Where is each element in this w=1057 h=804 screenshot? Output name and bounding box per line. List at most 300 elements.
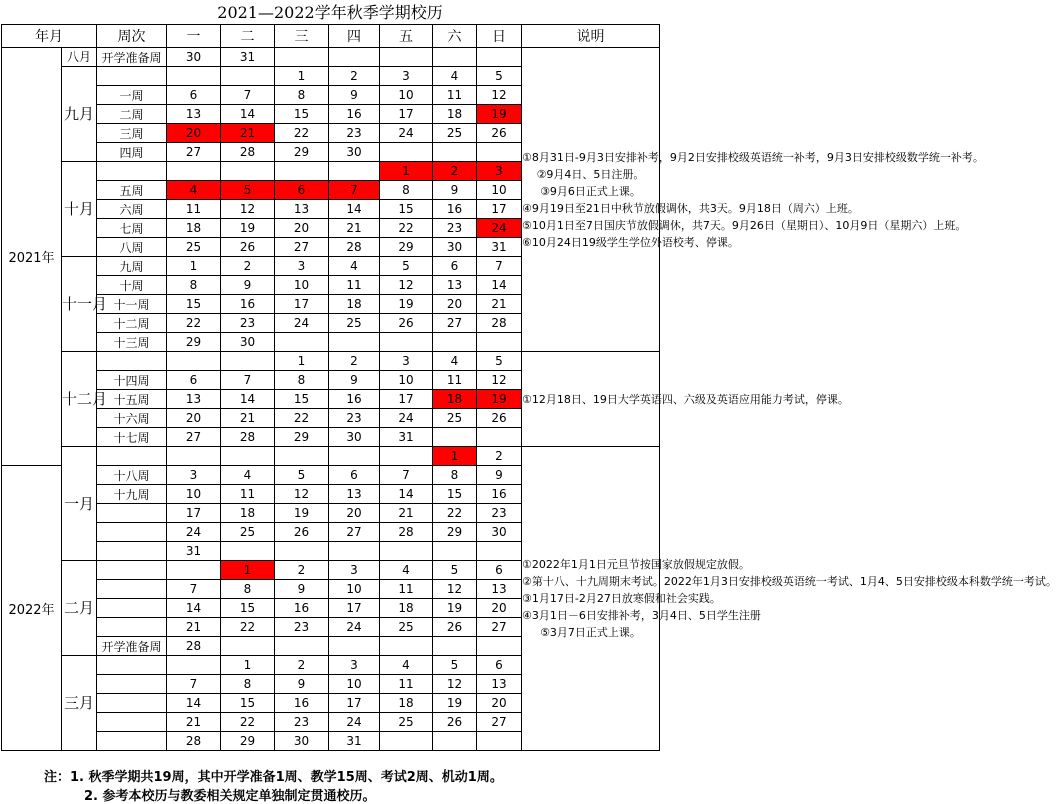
day-cell: 5 xyxy=(275,466,329,485)
day-cell: 23 xyxy=(221,314,275,333)
notes-cell xyxy=(522,352,849,447)
day-cell xyxy=(221,637,275,656)
day-cell: 12 xyxy=(433,580,477,599)
day-cell: 5 xyxy=(477,67,522,86)
day-cell: 17 xyxy=(329,694,380,713)
day-cell: 24 xyxy=(167,523,221,542)
day-cell: 30 xyxy=(329,143,380,162)
notes-cell xyxy=(522,48,984,352)
day-cell: 28 xyxy=(329,238,380,257)
day-cell: 16 xyxy=(221,295,275,314)
day-cell: 25 xyxy=(167,238,221,257)
month-cell: 九月 xyxy=(62,67,97,162)
day-cell: 28 xyxy=(380,523,433,542)
day-cell: 18 xyxy=(221,504,275,523)
day-cell: 24 xyxy=(275,314,329,333)
day-cell xyxy=(477,732,522,751)
note-item: ①8月31日-9月3日安排补考，9月2日安排校级英语统一补考，9月3日安排校级数学统一补考。 xyxy=(522,150,984,164)
day-cell xyxy=(221,352,275,371)
day-cell: 26 xyxy=(275,523,329,542)
day-cell xyxy=(167,656,221,675)
day-cell xyxy=(433,333,477,352)
week-label: 五周 xyxy=(97,181,167,200)
day-cell: 30 xyxy=(275,732,329,751)
day-cell: 27 xyxy=(477,618,522,637)
day-cell xyxy=(477,428,522,447)
day-cell: 5 xyxy=(433,561,477,580)
day-cell: 27 xyxy=(477,713,522,732)
week-label xyxy=(97,162,167,181)
day-cell: 27 xyxy=(167,143,221,162)
day-cell xyxy=(433,143,477,162)
day-cell: 19 xyxy=(477,105,522,124)
day-cell: 28 xyxy=(221,428,275,447)
day-cell: 18 xyxy=(433,105,477,124)
day-cell: 20 xyxy=(477,599,522,618)
day-cell: 8 xyxy=(380,181,433,200)
day-cell xyxy=(380,143,433,162)
day-cell: 15 xyxy=(275,105,329,124)
day-cell: 4 xyxy=(329,257,380,276)
day-cell xyxy=(477,48,522,67)
calendar-row xyxy=(2,48,660,67)
week-label: 二周 xyxy=(97,105,167,124)
note-item: ④9月19日至21日中秋节放假调休，共3天。9月18日（周六）上班。 xyxy=(522,201,859,215)
day-cell xyxy=(380,732,433,751)
day-cell: 13 xyxy=(167,105,221,124)
day-cell: 13 xyxy=(477,675,522,694)
note-item: ①12月18日、19日大学英语四、六级及英语应用能力考试，停课。 xyxy=(522,392,849,406)
day-cell: 14 xyxy=(477,276,522,295)
day-cell: 20 xyxy=(167,124,221,143)
week-label: 十二周 xyxy=(97,314,167,333)
day-cell: 13 xyxy=(329,485,380,504)
calendar-table xyxy=(1,24,1057,751)
day-cell: 16 xyxy=(275,599,329,618)
day-cell: 17 xyxy=(329,599,380,618)
day-cell: 5 xyxy=(477,352,522,371)
day-cell: 26 xyxy=(477,124,522,143)
day-cell: 4 xyxy=(380,656,433,675)
week-label: 六周 xyxy=(97,200,167,219)
day-cell: 8 xyxy=(221,580,275,599)
day-cell xyxy=(380,48,433,67)
day-cell: 13 xyxy=(433,276,477,295)
day-cell: 2 xyxy=(221,257,275,276)
day-cell: 6 xyxy=(275,181,329,200)
day-cell xyxy=(221,162,275,181)
day-cell: 10 xyxy=(380,371,433,390)
day-cell xyxy=(221,67,275,86)
week-label xyxy=(97,561,167,580)
week-label xyxy=(97,580,167,599)
day-cell: 3 xyxy=(380,67,433,86)
day-cell: 27 xyxy=(275,238,329,257)
day-cell: 30 xyxy=(329,428,380,447)
week-label: 四周 xyxy=(97,143,167,162)
day-cell: 28 xyxy=(221,143,275,162)
note-item: ③1月17日-2月27日放寒假和社会实践。 xyxy=(522,592,721,605)
day-cell: 6 xyxy=(477,656,522,675)
day-cell xyxy=(433,48,477,67)
day-cell: 22 xyxy=(167,314,221,333)
day-cell: 10 xyxy=(477,181,522,200)
day-cell: 3 xyxy=(477,162,522,181)
week-label: 开学准备周 xyxy=(97,48,167,67)
day-cell: 5 xyxy=(380,257,433,276)
day-cell xyxy=(275,637,329,656)
month-cell: 八月 xyxy=(62,48,97,67)
day-cell: 9 xyxy=(329,86,380,105)
day-cell: 18 xyxy=(380,694,433,713)
day-cell: 15 xyxy=(221,694,275,713)
day-cell xyxy=(477,333,522,352)
year-cell: 2022年 xyxy=(2,466,62,751)
day-cell: 15 xyxy=(380,200,433,219)
day-cell: 31 xyxy=(380,428,433,447)
month-cell: 三月 xyxy=(62,656,97,751)
footer-notes xyxy=(0,764,660,804)
day-cell: 19 xyxy=(380,295,433,314)
week-label: 三周 xyxy=(97,124,167,143)
day-cell: 12 xyxy=(275,485,329,504)
day-cell xyxy=(167,162,221,181)
month-cell: 一月 xyxy=(62,447,97,561)
day-cell: 4 xyxy=(167,181,221,200)
day-cell: 8 xyxy=(167,276,221,295)
day-cell: 31 xyxy=(477,238,522,257)
day-cell xyxy=(433,542,477,561)
day-cell: 27 xyxy=(329,523,380,542)
day-cell: 22 xyxy=(433,504,477,523)
day-cell: 20 xyxy=(477,694,522,713)
day-cell xyxy=(380,447,433,466)
day-cell: 1 xyxy=(275,67,329,86)
day-cell xyxy=(167,561,221,580)
day-cell: 7 xyxy=(477,257,522,276)
day-cell: 3 xyxy=(380,352,433,371)
day-cell: 21 xyxy=(167,713,221,732)
day-cell: 24 xyxy=(380,124,433,143)
day-cell: 31 xyxy=(221,48,275,67)
month-cell: 十一月 xyxy=(62,257,97,352)
day-cell: 20 xyxy=(167,409,221,428)
header-row xyxy=(2,25,660,48)
day-cell: 12 xyxy=(477,371,522,390)
day-cell: 20 xyxy=(329,504,380,523)
calendar-row xyxy=(2,352,660,371)
week-label xyxy=(97,713,167,732)
day-cell: 10 xyxy=(329,675,380,694)
day-cell: 9 xyxy=(477,466,522,485)
day-cell: 26 xyxy=(380,314,433,333)
year-cell: 2021年 xyxy=(2,48,62,466)
day-cell: 26 xyxy=(433,713,477,732)
day-cell: 15 xyxy=(433,485,477,504)
day-cell: 6 xyxy=(433,257,477,276)
day-cell: 27 xyxy=(433,314,477,333)
day-cell xyxy=(275,162,329,181)
day-cell: 28 xyxy=(477,314,522,333)
day-cell xyxy=(167,67,221,86)
week-label: 十七周 xyxy=(97,428,167,447)
day-cell: 24 xyxy=(329,713,380,732)
day-cell: 21 xyxy=(380,504,433,523)
day-cell xyxy=(275,542,329,561)
header-cell: 说明 xyxy=(522,25,660,48)
day-cell: 25 xyxy=(380,713,433,732)
week-label xyxy=(97,352,167,371)
day-cell: 5 xyxy=(433,656,477,675)
day-cell: 14 xyxy=(380,485,433,504)
day-cell: 6 xyxy=(329,466,380,485)
header-cell: 五 xyxy=(380,25,433,48)
day-cell xyxy=(221,542,275,561)
day-cell: 19 xyxy=(477,390,522,409)
day-cell: 10 xyxy=(329,580,380,599)
day-cell: 9 xyxy=(275,580,329,599)
day-cell: 14 xyxy=(221,390,275,409)
day-cell: 29 xyxy=(275,428,329,447)
day-cell: 17 xyxy=(275,295,329,314)
month-cell: 二月 xyxy=(62,561,97,656)
day-cell: 19 xyxy=(275,504,329,523)
day-cell: 26 xyxy=(433,618,477,637)
day-cell: 14 xyxy=(221,105,275,124)
day-cell: 7 xyxy=(221,371,275,390)
day-cell xyxy=(167,352,221,371)
week-label xyxy=(97,656,167,675)
day-cell: 8 xyxy=(433,466,477,485)
week-label: 七周 xyxy=(97,219,167,238)
day-cell: 15 xyxy=(275,390,329,409)
week-label: 十四周 xyxy=(97,371,167,390)
week-label: 十八周 xyxy=(97,466,167,485)
day-cell: 12 xyxy=(380,276,433,295)
day-cell: 20 xyxy=(275,219,329,238)
day-cell: 6 xyxy=(167,86,221,105)
day-cell xyxy=(380,542,433,561)
month-cell: 十月 xyxy=(62,162,97,257)
day-cell: 17 xyxy=(477,200,522,219)
day-cell: 26 xyxy=(477,409,522,428)
week-label xyxy=(97,675,167,694)
day-cell: 8 xyxy=(275,86,329,105)
day-cell: 2 xyxy=(275,561,329,580)
day-cell: 21 xyxy=(329,219,380,238)
day-cell: 21 xyxy=(221,409,275,428)
day-cell: 14 xyxy=(167,694,221,713)
week-label: 十九周 xyxy=(97,485,167,504)
day-cell: 30 xyxy=(167,48,221,67)
day-cell: 25 xyxy=(380,618,433,637)
day-cell xyxy=(329,162,380,181)
day-cell: 4 xyxy=(433,67,477,86)
day-cell: 12 xyxy=(477,86,522,105)
day-cell: 29 xyxy=(433,523,477,542)
day-cell: 17 xyxy=(380,105,433,124)
day-cell: 17 xyxy=(380,390,433,409)
day-cell: 3 xyxy=(167,466,221,485)
day-cell: 28 xyxy=(167,637,221,656)
day-cell xyxy=(275,48,329,67)
day-cell: 24 xyxy=(380,409,433,428)
day-cell: 29 xyxy=(167,333,221,352)
day-cell xyxy=(329,333,380,352)
day-cell: 18 xyxy=(329,295,380,314)
day-cell: 31 xyxy=(167,542,221,561)
day-cell xyxy=(167,447,221,466)
note-item: ⑥10月24日19级学生学位外语校考、停课。 xyxy=(522,235,739,249)
day-cell: 25 xyxy=(329,314,380,333)
day-cell: 16 xyxy=(477,485,522,504)
day-cell: 7 xyxy=(167,675,221,694)
day-cell: 14 xyxy=(167,599,221,618)
header-cell: 年月 xyxy=(2,25,97,48)
footer-line-1: 注：1. 秋季学期共19周，其中开学准备1周、教学15周、考试2周、机动1周。 xyxy=(44,770,503,785)
day-cell: 18 xyxy=(380,599,433,618)
day-cell: 21 xyxy=(167,618,221,637)
header-cell: 六 xyxy=(433,25,477,48)
header-cell: 一 xyxy=(167,25,221,48)
day-cell xyxy=(329,637,380,656)
day-cell: 18 xyxy=(433,390,477,409)
day-cell xyxy=(380,637,433,656)
day-cell: 23 xyxy=(275,713,329,732)
day-cell: 10 xyxy=(380,86,433,105)
day-cell: 7 xyxy=(380,466,433,485)
day-cell xyxy=(433,637,477,656)
day-cell: 23 xyxy=(275,618,329,637)
day-cell: 1 xyxy=(167,257,221,276)
week-label xyxy=(97,732,167,751)
day-cell: 13 xyxy=(477,580,522,599)
day-cell: 23 xyxy=(433,219,477,238)
day-cell: 10 xyxy=(167,485,221,504)
week-label xyxy=(97,599,167,618)
day-cell: 1 xyxy=(380,162,433,181)
note-item: ②第十八、十九周期末考试。2022年1月3日安排校级英语统一考试、1月4、5日安排校级本科数学统一考试。 xyxy=(522,575,1057,588)
week-label: 十六周 xyxy=(97,409,167,428)
note-item: ②9月4日、5日注册。 xyxy=(536,167,645,181)
day-cell: 7 xyxy=(329,181,380,200)
week-label xyxy=(97,618,167,637)
day-cell: 11 xyxy=(380,675,433,694)
day-cell xyxy=(275,333,329,352)
week-label: 十一周 xyxy=(97,295,167,314)
header-cell: 日 xyxy=(477,25,522,48)
day-cell xyxy=(433,428,477,447)
day-cell: 23 xyxy=(477,504,522,523)
day-cell: 5 xyxy=(221,181,275,200)
day-cell: 11 xyxy=(433,371,477,390)
note-item: ③9月6日正式上课。 xyxy=(540,184,641,198)
day-cell: 21 xyxy=(221,124,275,143)
day-cell: 7 xyxy=(221,86,275,105)
day-cell: 19 xyxy=(433,694,477,713)
day-cell: 26 xyxy=(221,238,275,257)
day-cell: 24 xyxy=(477,219,522,238)
notes-cell xyxy=(522,447,1057,751)
day-cell: 16 xyxy=(433,200,477,219)
day-cell: 12 xyxy=(433,675,477,694)
day-cell: 3 xyxy=(329,561,380,580)
week-label: 十三周 xyxy=(97,333,167,352)
day-cell: 9 xyxy=(433,181,477,200)
day-cell: 13 xyxy=(167,390,221,409)
day-cell: 7 xyxy=(167,580,221,599)
day-cell: 1 xyxy=(221,561,275,580)
week-label xyxy=(97,67,167,86)
note-item: ①2022年1月1日元旦节按国家放假规定放假。 xyxy=(522,558,750,571)
day-cell: 20 xyxy=(433,295,477,314)
day-cell: 16 xyxy=(329,390,380,409)
day-cell: 29 xyxy=(221,732,275,751)
calendar-row xyxy=(2,447,660,466)
header-cell: 三 xyxy=(275,25,329,48)
day-cell: 9 xyxy=(221,276,275,295)
day-cell: 25 xyxy=(433,409,477,428)
day-cell: 9 xyxy=(329,371,380,390)
day-cell: 27 xyxy=(167,428,221,447)
week-label xyxy=(97,523,167,542)
header-cell: 周次 xyxy=(97,25,167,48)
day-cell xyxy=(477,542,522,561)
day-cell: 19 xyxy=(221,219,275,238)
header-cell: 二 xyxy=(221,25,275,48)
day-cell: 16 xyxy=(275,694,329,713)
day-cell: 31 xyxy=(329,732,380,751)
day-cell: 1 xyxy=(275,352,329,371)
day-cell: 22 xyxy=(275,124,329,143)
day-cell: 11 xyxy=(329,276,380,295)
day-cell: 2 xyxy=(329,352,380,371)
week-label xyxy=(97,542,167,561)
page-title: 2021—2022学年秋季学期校历 xyxy=(217,3,443,22)
day-cell: 8 xyxy=(221,675,275,694)
week-label xyxy=(97,504,167,523)
day-cell: 22 xyxy=(221,618,275,637)
day-cell xyxy=(433,732,477,751)
day-cell xyxy=(329,542,380,561)
day-cell: 22 xyxy=(380,219,433,238)
day-cell xyxy=(477,637,522,656)
day-cell: 25 xyxy=(221,523,275,542)
day-cell: 4 xyxy=(380,561,433,580)
day-cell xyxy=(275,447,329,466)
day-cell: 23 xyxy=(329,124,380,143)
day-cell: 4 xyxy=(433,352,477,371)
day-cell: 15 xyxy=(221,599,275,618)
day-cell: 14 xyxy=(329,200,380,219)
week-label: 一周 xyxy=(97,86,167,105)
day-cell: 30 xyxy=(221,333,275,352)
note-item: ④3月1日－6日安排补考，3月4日、5日学生注册 xyxy=(522,609,761,622)
day-cell xyxy=(380,333,433,352)
week-label: 十五周 xyxy=(97,390,167,409)
week-label: 九周 xyxy=(97,257,167,276)
day-cell xyxy=(221,447,275,466)
day-cell: 2 xyxy=(329,67,380,86)
day-cell xyxy=(329,447,380,466)
day-cell: 1 xyxy=(221,656,275,675)
day-cell: 29 xyxy=(275,143,329,162)
day-cell: 11 xyxy=(167,200,221,219)
day-cell: 28 xyxy=(167,732,221,751)
day-cell: 2 xyxy=(275,656,329,675)
day-cell: 3 xyxy=(275,257,329,276)
day-cell: 11 xyxy=(433,86,477,105)
